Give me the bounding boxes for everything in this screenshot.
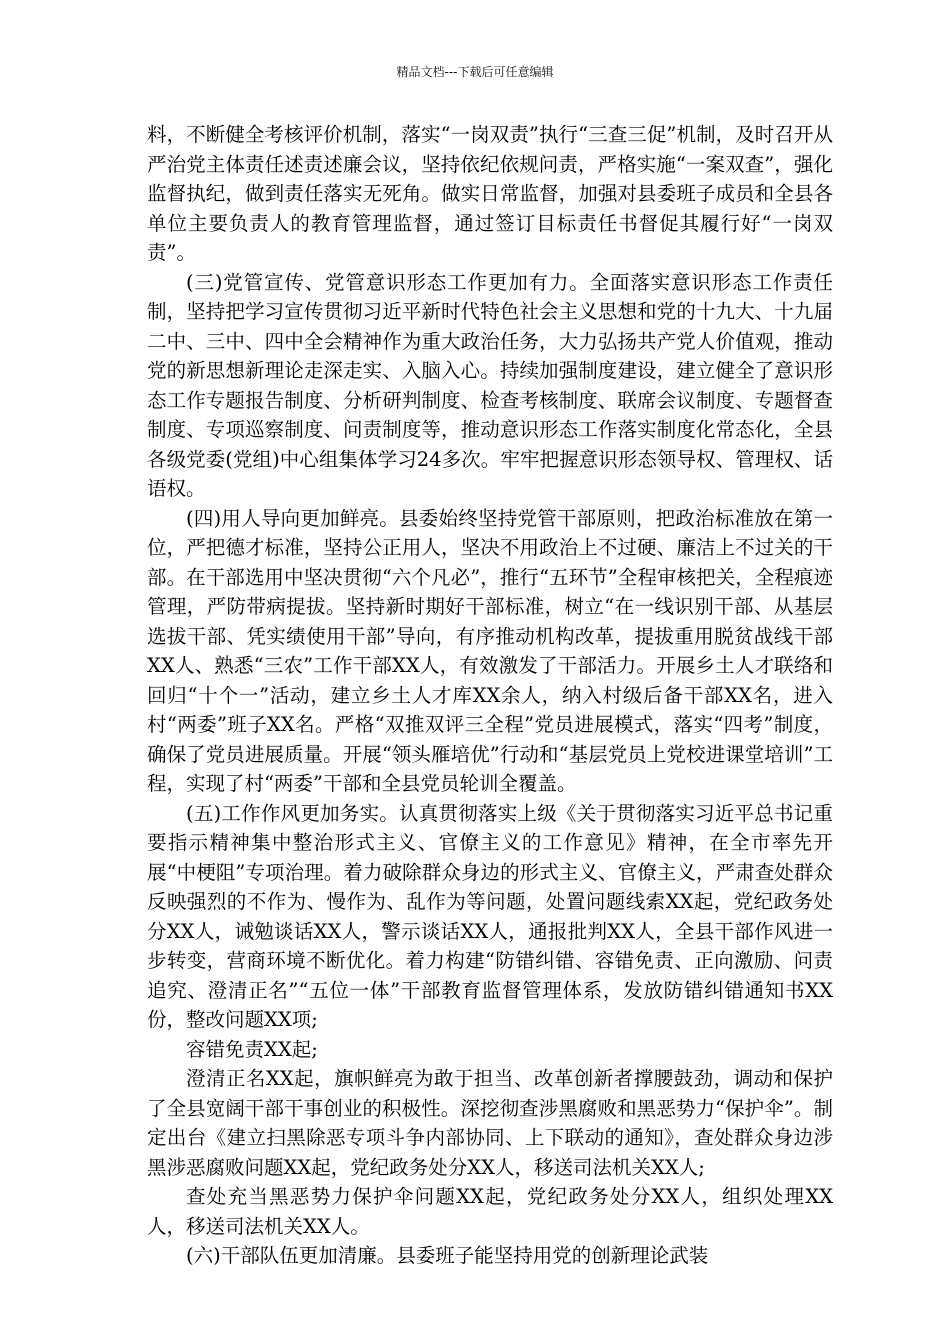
paragraph-5: 容错免责XX起; <box>186 1037 318 1061</box>
paragraph-6: 澄清正名XX起，旗帜鲜亮为敢于担当、改革创新者撑腰鼓劲，调动和保护了全县宽阔干部干事创业的积极性。深挖彻查涉黑腐败和黑恶势力“保护伞”。制定出台《建立扫黑除恶专项斗争内部协同、上下联动的通知》，查处群众身边涉黑涉恶腐败问题XX起，党纪政务处分XX人，移送司法机关XX人; <box>147 1067 833 1179</box>
page-header: 精品文档---下载后可任意编辑 <box>396 65 554 79</box>
document-body <box>147 120 833 1271</box>
paragraph-7: 查处充当黑恶势力保护伞问题XX起，党纪政务处分XX人，组织处理XX人，移送司法机关XX人。 <box>147 1185 833 1238</box>
paragraph-3: (四)用人导向更加鲜亮。县委始终坚持党管干部原则，把政治标准放在第一位，严把德才标准，坚持公正用人，坚决不用政治上不过硬、廉洁上不过关的干部。在干部选用中坚决贯彻“六个凡必”，推行“五环节”全程审核把关，全程痕迹管理，严防带病提拔。坚持新时期好干部标准，树立“在一线识别干部、从基层选拔干部、凭实绩使用干部”导向，有序推动机构改革，提拔重用脱贫战线干部XX人、熟悉“三农”工作干部XX人，有效激发了干部活力。开展乡土人才联络和回归“十个一”活动，建立乡土人才库XX余人，纳入村级后备干部XX名，进入村“两委”班子XX名。严格“双推双评三全程”党员进展模式，落实“四考”制度，确保了党员进展质量。开展“领头雁培优”行动和“基层党员上党校进课堂培训”工程，实现了村“两委”干部和全县党员轮训全覆盖。 <box>147 506 833 795</box>
paragraph-4: (五)工作作风更加务实。认真贯彻落实上级《关于贯彻落实习近平总书记重要指示精神集中整治形式主义、官僚主义的工作意见》精神，在全市率先开展“中梗阻”专项治理。着力破除群众身边的形式主义、官僚主义，严肃查处群众反映强烈的不作为、慢作为、乱作为等问题，处置问题线索XX起，党纪政务处分XX人，诫勉谈话XX人，警示谈话XX人，通报批判XX人，全县干部作风进一步转变，营商环境不断优化。着力构建“防错纠错、容错免责、正向激励、问责追究、澄清正名”“五位一体”干部教育监督管理体系，发放防错纠错通知书XX份，整改问题XX项; <box>147 801 833 1031</box>
paragraph-8: (六)干部队伍更加清廉。县委班子能坚持用党的创新理论武装 <box>186 1244 709 1267</box>
paragraph-2: (三)党管宣传、党管意识形态工作更加有力。全面落实意识形态工作责任制，坚持把学习宣传贯彻习近平新时代特色社会主义思想和党的十九大、十九届二中、三中、四中全会精神作为重大政治任务，大力弘扬共产党人价值观，推动党的新思想新理论走深走实、入脑入心。持续加强制度建设，建立健全了意识形态工作专题报告制度、分析研判制度、检查考核制度、联席会议制度、专题督查制度、专项巡察制度、问责制度等，推动意识形态工作落实制度化常态化，全县各级党委(党组)中心组集体学习24多次。牢牢把握意识形态领导权、管理权、话语权。 <box>147 270 833 500</box>
paragraph-1: 料，不断健全考核评价机制，落实“一岗双责”执行“三查三促”机制，及时召开从严治党主体责任述责述廉会议，坚持依纪依规问责，严格实施“一案双查”，强化监督执纪，做到责任落实无死角。做实日常监督，加强对县委班子成员和全县各单位主要负责人的教育管理监督，通过签订目标责任书督促其履行好“一岗双责”。 <box>147 123 833 264</box>
